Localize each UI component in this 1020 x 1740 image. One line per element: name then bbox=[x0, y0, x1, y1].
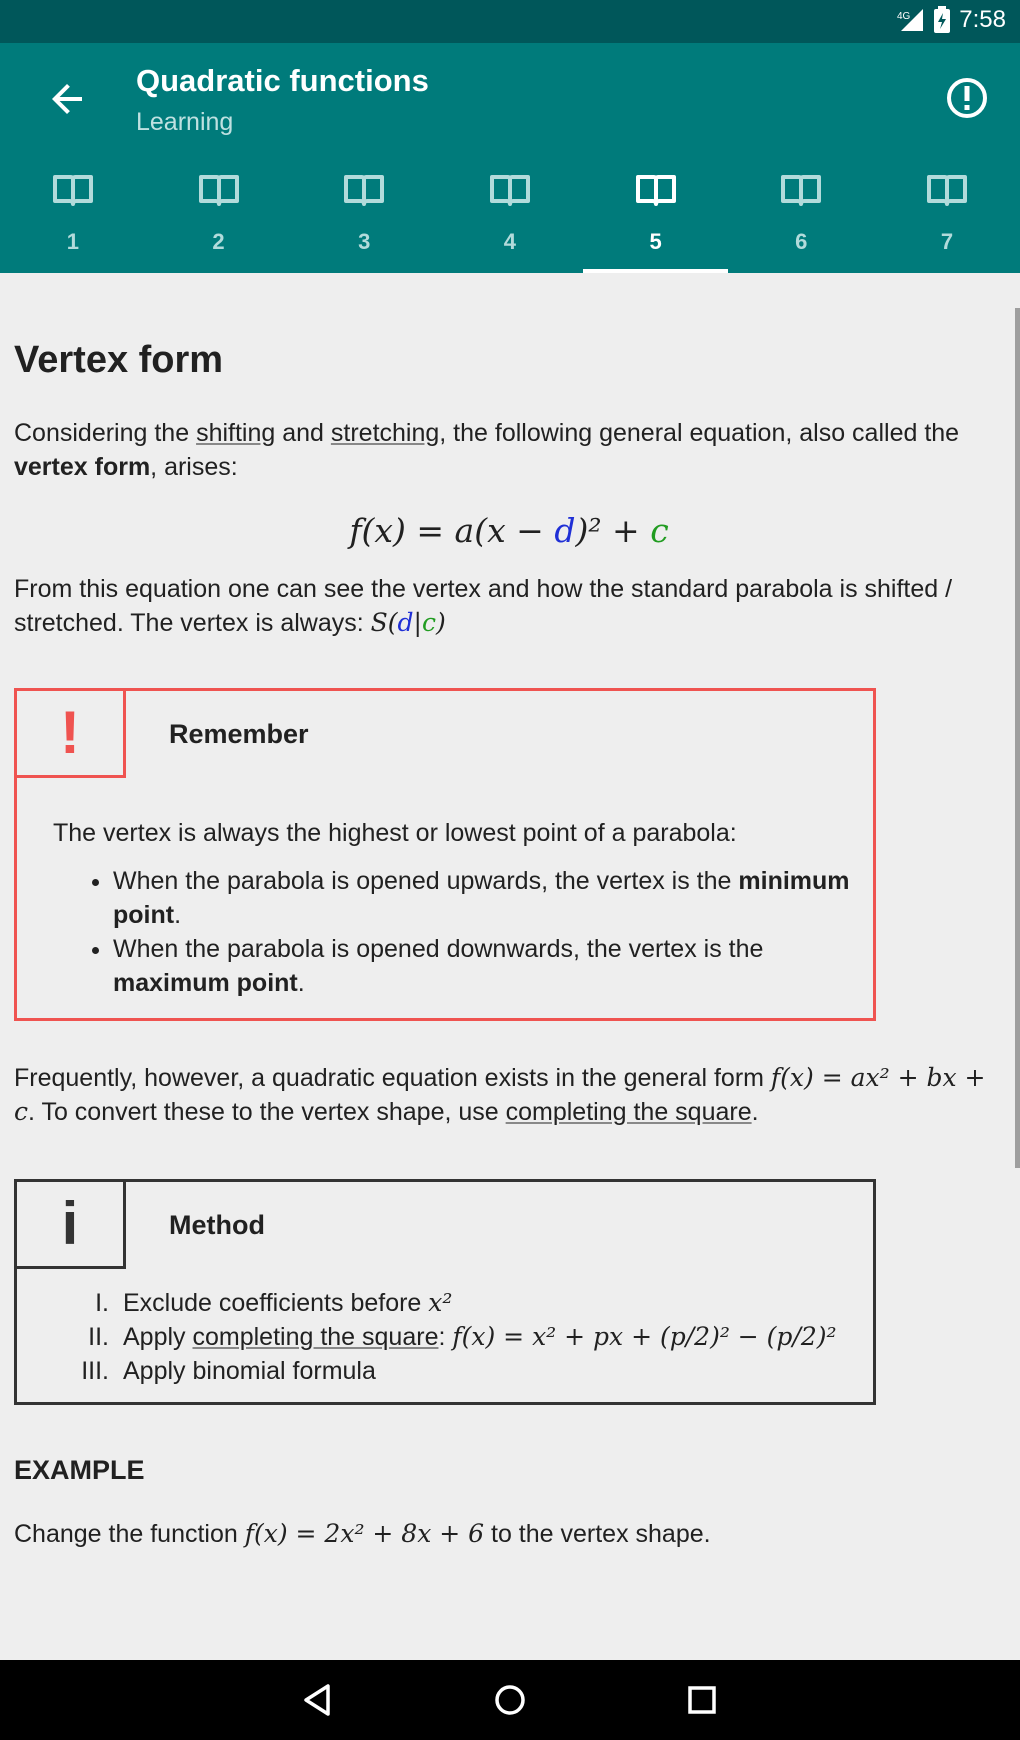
text: Apply binomial formula bbox=[123, 1357, 376, 1385]
list-number: III. bbox=[81, 1357, 109, 1385]
remember-box bbox=[14, 688, 876, 1021]
example-heading: EXAMPLE bbox=[14, 1455, 145, 1485]
page-subtitle: Learning bbox=[136, 108, 234, 136]
text: Exclude coefficients before bbox=[123, 1289, 429, 1317]
method-box bbox=[14, 1179, 876, 1405]
tab-7[interactable] bbox=[874, 163, 1020, 273]
bold-term: maximum point bbox=[113, 969, 298, 997]
text: . bbox=[297, 969, 305, 997]
back-arrow-icon[interactable] bbox=[44, 75, 92, 123]
system-nav-bar bbox=[0, 1660, 1020, 1740]
general-form-paragraph bbox=[14, 1061, 1004, 1129]
method-title: Method bbox=[169, 1210, 265, 1240]
vertex-formula bbox=[14, 511, 1004, 550]
battery-icon bbox=[933, 6, 951, 34]
tab-label: 6 bbox=[795, 229, 808, 254]
lesson-content bbox=[14, 300, 1004, 1551]
signal-icon bbox=[895, 7, 925, 33]
app-bar bbox=[0, 43, 1020, 273]
tab-4[interactable] bbox=[437, 163, 583, 273]
math-close: ) bbox=[436, 608, 446, 637]
list-number: I. bbox=[95, 1289, 109, 1317]
text: . bbox=[174, 901, 182, 929]
list-item bbox=[37, 1320, 853, 1354]
remember-list bbox=[53, 864, 853, 1000]
text: Apply bbox=[123, 1323, 193, 1351]
math-example: f(x) = 2x² + 8x + 6 bbox=[244, 1519, 485, 1548]
list-item bbox=[113, 932, 853, 1000]
method-list bbox=[37, 1286, 853, 1388]
nav-home-icon[interactable] bbox=[490, 1680, 530, 1720]
status-icons bbox=[895, 6, 1006, 34]
link-shifting[interactable]: shifting bbox=[196, 419, 276, 447]
tab-6[interactable] bbox=[728, 163, 874, 273]
page-title: Quadratic functions bbox=[136, 63, 429, 98]
formula-c: c bbox=[650, 511, 669, 550]
text: , the following general equation, also called the bbox=[439, 419, 960, 447]
book-icon bbox=[51, 173, 95, 207]
svg-text:4G: 4G bbox=[897, 11, 911, 22]
intro-paragraph bbox=[14, 416, 1004, 484]
alert-circle-icon[interactable] bbox=[942, 73, 992, 123]
bold-term: vertex form bbox=[14, 453, 151, 481]
text: When the parabola is opened downwards, the vertex is the bbox=[113, 935, 764, 963]
tab-label: 7 bbox=[940, 229, 954, 254]
example-paragraph bbox=[14, 1517, 1004, 1551]
status-bar bbox=[0, 0, 1020, 43]
tab-2[interactable] bbox=[146, 163, 292, 273]
tab-label: 2 bbox=[212, 229, 225, 254]
method-body bbox=[17, 1182, 873, 1402]
tab-label: 3 bbox=[358, 229, 371, 254]
nav-back-icon[interactable] bbox=[298, 1680, 338, 1720]
text: Frequently, however, a quadratic equation exists in the general form bbox=[14, 1064, 771, 1092]
text: Change the function bbox=[14, 1520, 245, 1548]
info-icon: i bbox=[17, 1182, 126, 1269]
math-c: c bbox=[421, 608, 436, 637]
book-icon bbox=[779, 173, 823, 207]
vertex-paragraph bbox=[14, 572, 1004, 640]
formula-lhs: f(x) = a(x − bbox=[349, 511, 555, 550]
math-d: d bbox=[397, 608, 414, 637]
math-s: S( bbox=[370, 608, 398, 637]
formula-mid: )² + bbox=[575, 511, 651, 550]
text: , arises: bbox=[150, 453, 238, 481]
math-general-form: f(x) = ax² + bx + c bbox=[14, 1063, 986, 1126]
tab-1[interactable] bbox=[0, 163, 146, 273]
section-heading: Vertex form bbox=[14, 339, 224, 381]
bold-term: minimum point bbox=[113, 867, 850, 929]
remember-intro: The vertex is always the highest or lowest point of a parabola: bbox=[53, 819, 737, 847]
text: . bbox=[751, 1098, 759, 1126]
tab-5[interactable] bbox=[583, 163, 729, 273]
math: f(x) = x² + px + (p/2)² − (p/2)² bbox=[452, 1322, 837, 1351]
exclamation-icon: ! bbox=[17, 691, 126, 778]
tab-label: 1 bbox=[66, 229, 79, 254]
list-item bbox=[113, 864, 853, 932]
text: When the parabola is opened upwards, the vertex is the bbox=[113, 867, 739, 895]
link-completing-square[interactable]: completing the square bbox=[192, 1323, 439, 1351]
remember-title: Remember bbox=[169, 719, 309, 749]
math: x² bbox=[428, 1288, 453, 1317]
text: to the vertex shape. bbox=[484, 1520, 711, 1548]
scrollbar[interactable] bbox=[1015, 308, 1020, 1168]
book-icon bbox=[488, 173, 532, 207]
math-bar: | bbox=[413, 608, 422, 637]
tab-label: 5 bbox=[649, 229, 662, 254]
text: and bbox=[275, 419, 331, 447]
book-icon bbox=[634, 173, 678, 207]
tab-3[interactable] bbox=[291, 163, 437, 273]
list-item bbox=[37, 1354, 853, 1388]
tab-bar bbox=[0, 163, 1020, 273]
list-number: II. bbox=[88, 1323, 109, 1351]
link-completing-square[interactable]: completing the square bbox=[505, 1098, 752, 1126]
tab-label: 4 bbox=[503, 229, 517, 254]
link-stretching[interactable]: stretching bbox=[330, 419, 440, 447]
remember-body bbox=[17, 691, 873, 1018]
book-icon bbox=[925, 173, 969, 207]
status-time: 7:58 bbox=[959, 6, 1006, 33]
text: Considering the bbox=[14, 419, 197, 447]
nav-recents-icon[interactable] bbox=[682, 1680, 722, 1720]
book-icon bbox=[342, 173, 386, 207]
list-item bbox=[37, 1286, 853, 1320]
formula-d: d bbox=[554, 511, 576, 550]
text: : bbox=[438, 1323, 453, 1351]
book-icon bbox=[197, 173, 241, 207]
text: From this equation one can see the vertex and how the standard parabola is shifted / stretched. The vertex is always: bbox=[14, 575, 953, 637]
text: . To convert these to the vertex shape, use bbox=[28, 1098, 506, 1126]
